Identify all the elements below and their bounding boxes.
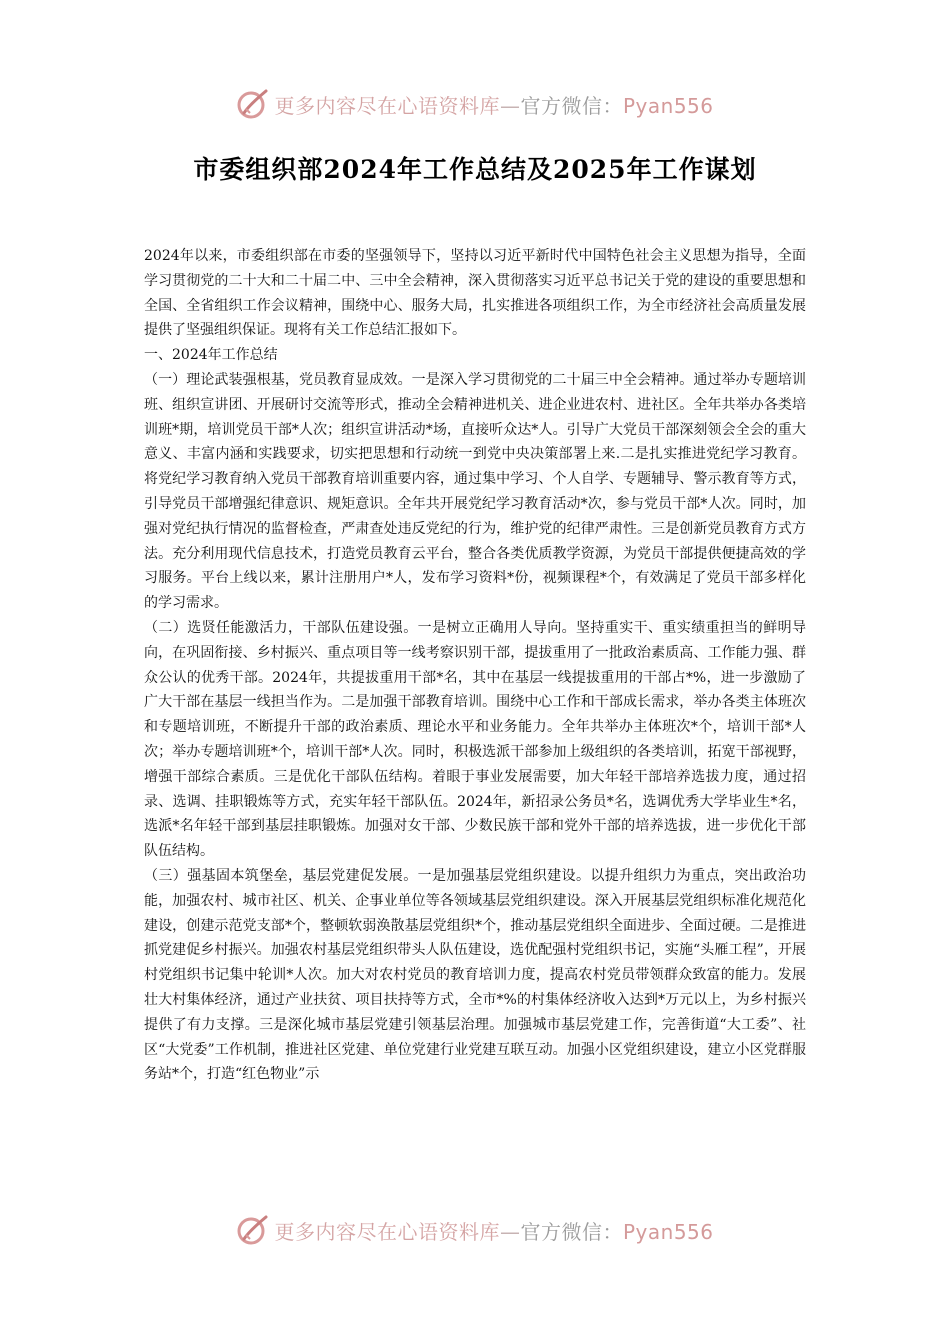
watermark-separator: — [499,93,521,118]
body-paragraph: （三）强基固本筑堡垒，基层党建促发展。一是加强基层党组织建设。以提升组织力为重点，突出政治功能，加强农村、城市社区、机关、企事业单位等各领域基层党组织建设。深入开展基层党组织标准化规范化建设，创建示范党支部*个，整顿软弱涣散基层党组织*个，推动基层党组织全面进步、全面过硬。二是推进抓党建促乡村振兴。加强农村基层党组织带头人队伍建设，选优配强村党组织书记，实施“头雁工程”，开展村党组织书记集中轮训*人次。加大对农村党员的教育培训力度，提高农村党员带领群众致富的能力。发展壮大村集体经济，通过产业扶贫、项目扶持等方式，全市*%的村集体经济收入达到*万元以上，为乡村振兴提供了有力支撑。三是深化城市基层党建引领基层治理。加强城市基层党建工作，完善街道“大工委”、社区“大党委”工作机制，推进社区党建、单位党建行业党建互联互动。加强小区党组织建设，建立小区党群服务站*个，打造“红色物业”示 [144,867,806,1083]
watermark-prefix: 更多内容尽在心语资料库 [274,1219,500,1244]
body-paragraph: （一）理论武装强根基，党员教育显成效。一是深入学习贯彻党的二十届三中全会精神。通过举办专题培训班、组织宣讲团、开展研讨交流等形式，推动全会精神进机关、进企业进农村、进社区。全年共举办各类培训班*期，培训党员干部*人次；组织宣讲活动*场，直接听众达*人。引导广大党员干部深刻领会全会的重大意义、丰富内涵和实践要求，切实把思想和行动统一到党中央决策部署上来.二是扎实推进党纪学习教育。将党纪学习教育纳入党员干部教育培训重要内容，通过集中学习、个人自学、专题辅导、警示教育等方式，引导党员干部增强纪律意识、规矩意识。全年共开展党纪学习教育活动*次，参与党员干部*人次。同时，加强对党纪执行情况的监督检查，严肃查处违反党纪的行为，维护党的纪律严肃性。三是创新党员教育方式方法。充分利用现代信息技术，打造党员教育云平台，整合各类优质教学资源，为党员干部提供便捷高效的学习服务。平台上线以来，累计注册用户*人，发布学习资料*份，视频课程*个，有效满足了党员干部多样化的学习需求。 [144,371,806,612]
brush-logo-icon [236,1213,270,1247]
document-body [144,244,806,1087]
watermark-banner-top [0,84,950,124]
watermark-label: 官方微信： [520,93,623,118]
watermark-banner-bottom [0,1210,950,1250]
watermark-text [274,1216,713,1245]
intro-paragraph: 2024年以来，市委组织部在市委的坚强领导下，坚持以习近平新时代中国特色社会主义思想为指导，全面学习贯彻党的二十大和二十届二中、三中全会精神，深入贯彻落实习近平总书记关于党的建设的重要思想和全国、全省组织工作会议精神，围绕中心、服务大局，扎实推进各项组织工作，为全市经济社会高质量发展提供了坚强组织保证。现将有关工作总结汇报如下。 [144,248,806,339]
watermark-label: 官方微信： [520,1219,623,1244]
brush-logo-icon [236,87,270,121]
body-paragraph: （二）选贤任能激活力，干部队伍建设强。一是树立正确用人导向。坚持重实干、重实绩重担当的鲜明导向，在巩固衔接、乡村振兴、重点项目等一线考察识别干部，提拔重用了一批政治素质高、工作能力强、群众公认的优秀干部。2024年，共提拔重用干部*名，其中在基层一线提拔重用的干部占*%，进一步激励了广大干部在基层一线担当作为。二是加强干部教育培训。围绕中心工作和干部成长需求，举办各类主体班次和专题培训班，不断提升干部的政治素质、理论水平和业务能力。全年共举办主体班次*个，培训干部*人次；举办专题培训班*个，培训干部*人次。同时，积极选派干部参加上级组织的各类培训，拓宽干部视野，增强干部综合素质。三是优化干部队伍结构。着眼于事业发展需要，加大年轻干部培养选拔力度，通过招录、选调、挂职锻炼等方式，充实年轻干部队伍。2024年，新招录公务员*名，选调优秀大学毕业生*名，选派*名年轻干部到基层挂职锻炼。加强对女干部、少数民族干部和党外干部的培养选拔，进一步优化干部队伍结构。 [144,619,806,860]
watermark-separator: — [499,1219,521,1244]
watermark-prefix: 更多内容尽在心语资料库 [274,93,500,118]
section-heading: 一、2024年工作总结 [144,347,278,364]
watermark-text [274,90,713,119]
document-title: 市委组织部2024年工作总结及2025年工作谋划 [193,155,757,184]
watermark-wechat: Pyan556 [622,1219,714,1244]
watermark-wechat: Pyan556 [622,93,714,118]
